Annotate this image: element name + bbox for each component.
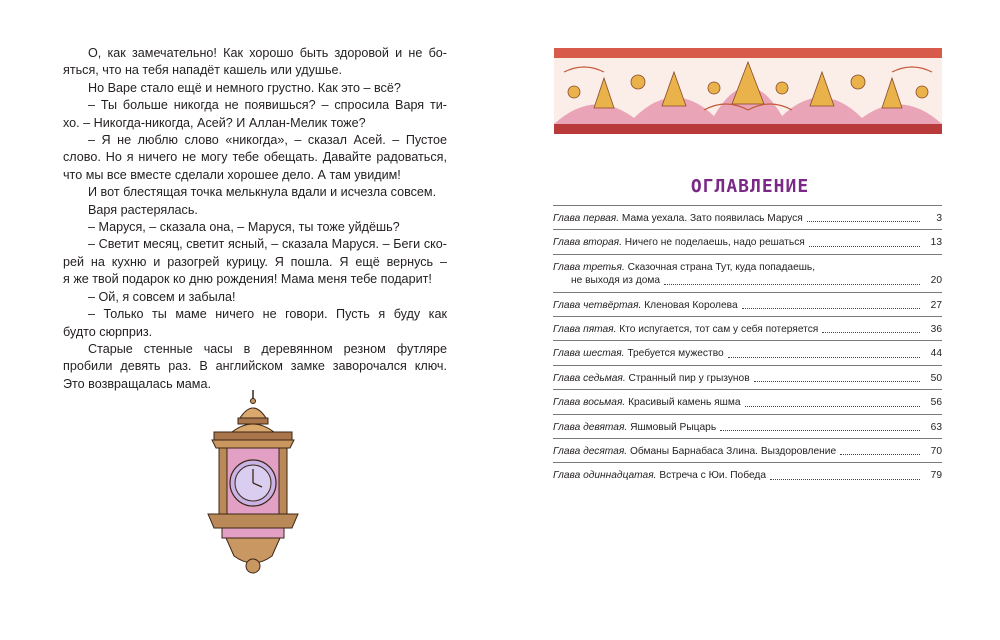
toc-page-number: 50: [930, 372, 942, 384]
toc-page-number: 79: [930, 470, 942, 482]
toc-chapter-title: Яшмовый Рыцарь: [627, 421, 717, 433]
toc-leader-dots: [840, 454, 920, 455]
story-line: хо. – Никогда-никогда, Асей? И Аллан-Мелик тоже?: [63, 115, 366, 130]
story-line: Это возвращалась мама.: [63, 376, 211, 391]
toc-page-number: 70: [930, 446, 942, 458]
toc-entry[interactable]: [553, 438, 942, 462]
toc-page-number: 56: [930, 397, 942, 409]
toc-chapter-label: Глава третья.: [553, 261, 625, 273]
story-line: – Светит месяц, светит ясный, – сказала Маруся. – Беги ско-: [88, 237, 447, 252]
toc-leader-dots: [664, 284, 920, 285]
story-text: [63, 45, 447, 393]
toc-entry[interactable]: [553, 316, 942, 340]
toc-chapter-label: Глава четвёртая.: [553, 299, 642, 311]
story-line: Варя растерялась.: [88, 202, 198, 217]
toc-entry[interactable]: [553, 340, 942, 364]
toc-page-number: 20: [930, 275, 942, 287]
toc-entry[interactable]: [553, 365, 942, 389]
toc-entry[interactable]: [553, 292, 942, 316]
toc-page-number: 36: [930, 324, 942, 336]
toc-entry[interactable]: [553, 205, 942, 229]
toc-chapter-title: Требуется мужество: [624, 348, 724, 360]
toc-chapter-label: Глава первая.: [553, 213, 620, 224]
toc-chapter-title: Ничего не поделаешь, надо решаться: [621, 237, 805, 249]
toc-title: ОГЛАВЛЕНИЕ: [690, 176, 810, 197]
toc-chapter-title: Обманы Барнабаса Злина. Выздоровление: [627, 446, 837, 458]
toc-entry[interactable]: [553, 389, 942, 413]
toc-leader-dots: [754, 381, 920, 382]
story-line: рей на кухню и разогрей курицу. Я пошла. Я ещё вернусь –: [63, 254, 447, 269]
story-line: – Только ты маме ничего не говори. Пусть я буду как: [88, 307, 447, 322]
story-line: Но Варе стало ещё и немного грустно. Как это – всё?: [88, 80, 401, 95]
story-line: яться, что на тебя нападёт кашель или удушье.: [63, 63, 343, 78]
toc-entry[interactable]: [553, 462, 942, 486]
toc-leader-dots: [807, 221, 920, 222]
story-line: Старые стенные часы в деревянном резном футляре: [88, 341, 447, 356]
ornamental-banner-illustration: [554, 48, 942, 134]
toc-chapter-title: Красивый камень яшма: [625, 397, 741, 409]
toc-entry[interactable]: [553, 254, 942, 292]
story-line: я же твой подарок ко дню рождения! Мама меня тебе подарит!: [63, 272, 432, 287]
toc-page-number: 63: [930, 421, 942, 433]
wall-clock-illustration: [192, 388, 314, 578]
toc-chapter-title: Кто испугается, тот сам у себя потеряется: [616, 324, 819, 336]
toc-chapter-label: Глава десятая.: [553, 446, 628, 458]
toc-page-number: 44: [930, 348, 942, 360]
story-line: будто сюрприз.: [63, 324, 153, 339]
table-of-contents: [553, 205, 942, 487]
toc-chapter-title: Странный пир у грызунов: [625, 372, 750, 384]
toc-chapter-label: Глава вторая.: [553, 237, 622, 249]
toc-entry[interactable]: [553, 229, 942, 253]
toc-chapter-label: Глава пятая.: [553, 324, 617, 336]
story-line: – Маруся, – сказала она, – Маруся, ты тоже уйдёшь?: [88, 220, 400, 235]
toc-chapter-label: Глава седьмая.: [553, 372, 626, 384]
toc-chapter-title: Встреча с Юи. Победа: [656, 470, 766, 482]
toc-leader-dots: [720, 430, 920, 431]
toc-leader-dots: [745, 406, 920, 407]
toc-leader-dots: [809, 246, 920, 247]
toc-chapter-title: Кленовая Королева: [641, 299, 738, 311]
toc-chapter-label: Глава одиннадцатая.: [553, 470, 657, 482]
story-line: – Ой, я совсем и забыла!: [88, 289, 236, 304]
story-line: – Я не люблю слово «никогда», – сказал Асей. – Пустое: [88, 133, 447, 148]
story-line: И вот блестящая точка мелькнула вдали и исчезла совсем.: [88, 185, 437, 200]
toc-chapter-title: Мама уехала. Зато появилась Маруся: [619, 213, 803, 224]
toc-chapter-title-continued: не выходя из дома: [571, 275, 661, 287]
toc-page-number: 13: [930, 237, 942, 249]
toc-entry[interactable]: [553, 414, 942, 438]
toc-page-number: 27: [930, 299, 942, 311]
toc-leader-dots: [822, 332, 920, 333]
toc-leader-dots: [770, 479, 920, 480]
toc-chapter-label: Глава шестая.: [553, 348, 625, 360]
story-line: О, как замечательно! Как хорошо быть здоровой и не бо-: [88, 46, 447, 60]
toc-leader-dots: [728, 357, 920, 358]
story-line: что мы все вместе сделали хорошее дело. А там увидим!: [63, 167, 401, 182]
toc-page-number: 3: [936, 213, 942, 224]
toc-chapter-title: Сказочная страна Тут, куда попадаешь,: [624, 261, 816, 273]
story-line: пробили девять раз. В английском замке заворочался ключ.: [63, 359, 447, 374]
toc-leader-dots: [742, 308, 920, 309]
story-line: слово. Но я ничего не могу тебе обещать. Давайте радоваться,: [63, 150, 447, 165]
story-line: – Ты больше никогда не появишься? – спросила Варя ти-: [88, 98, 447, 113]
right-page: [500, 0, 1000, 640]
toc-chapter-label: Глава восьмая.: [553, 397, 626, 409]
toc-chapter-label: Глава девятая.: [553, 421, 628, 433]
